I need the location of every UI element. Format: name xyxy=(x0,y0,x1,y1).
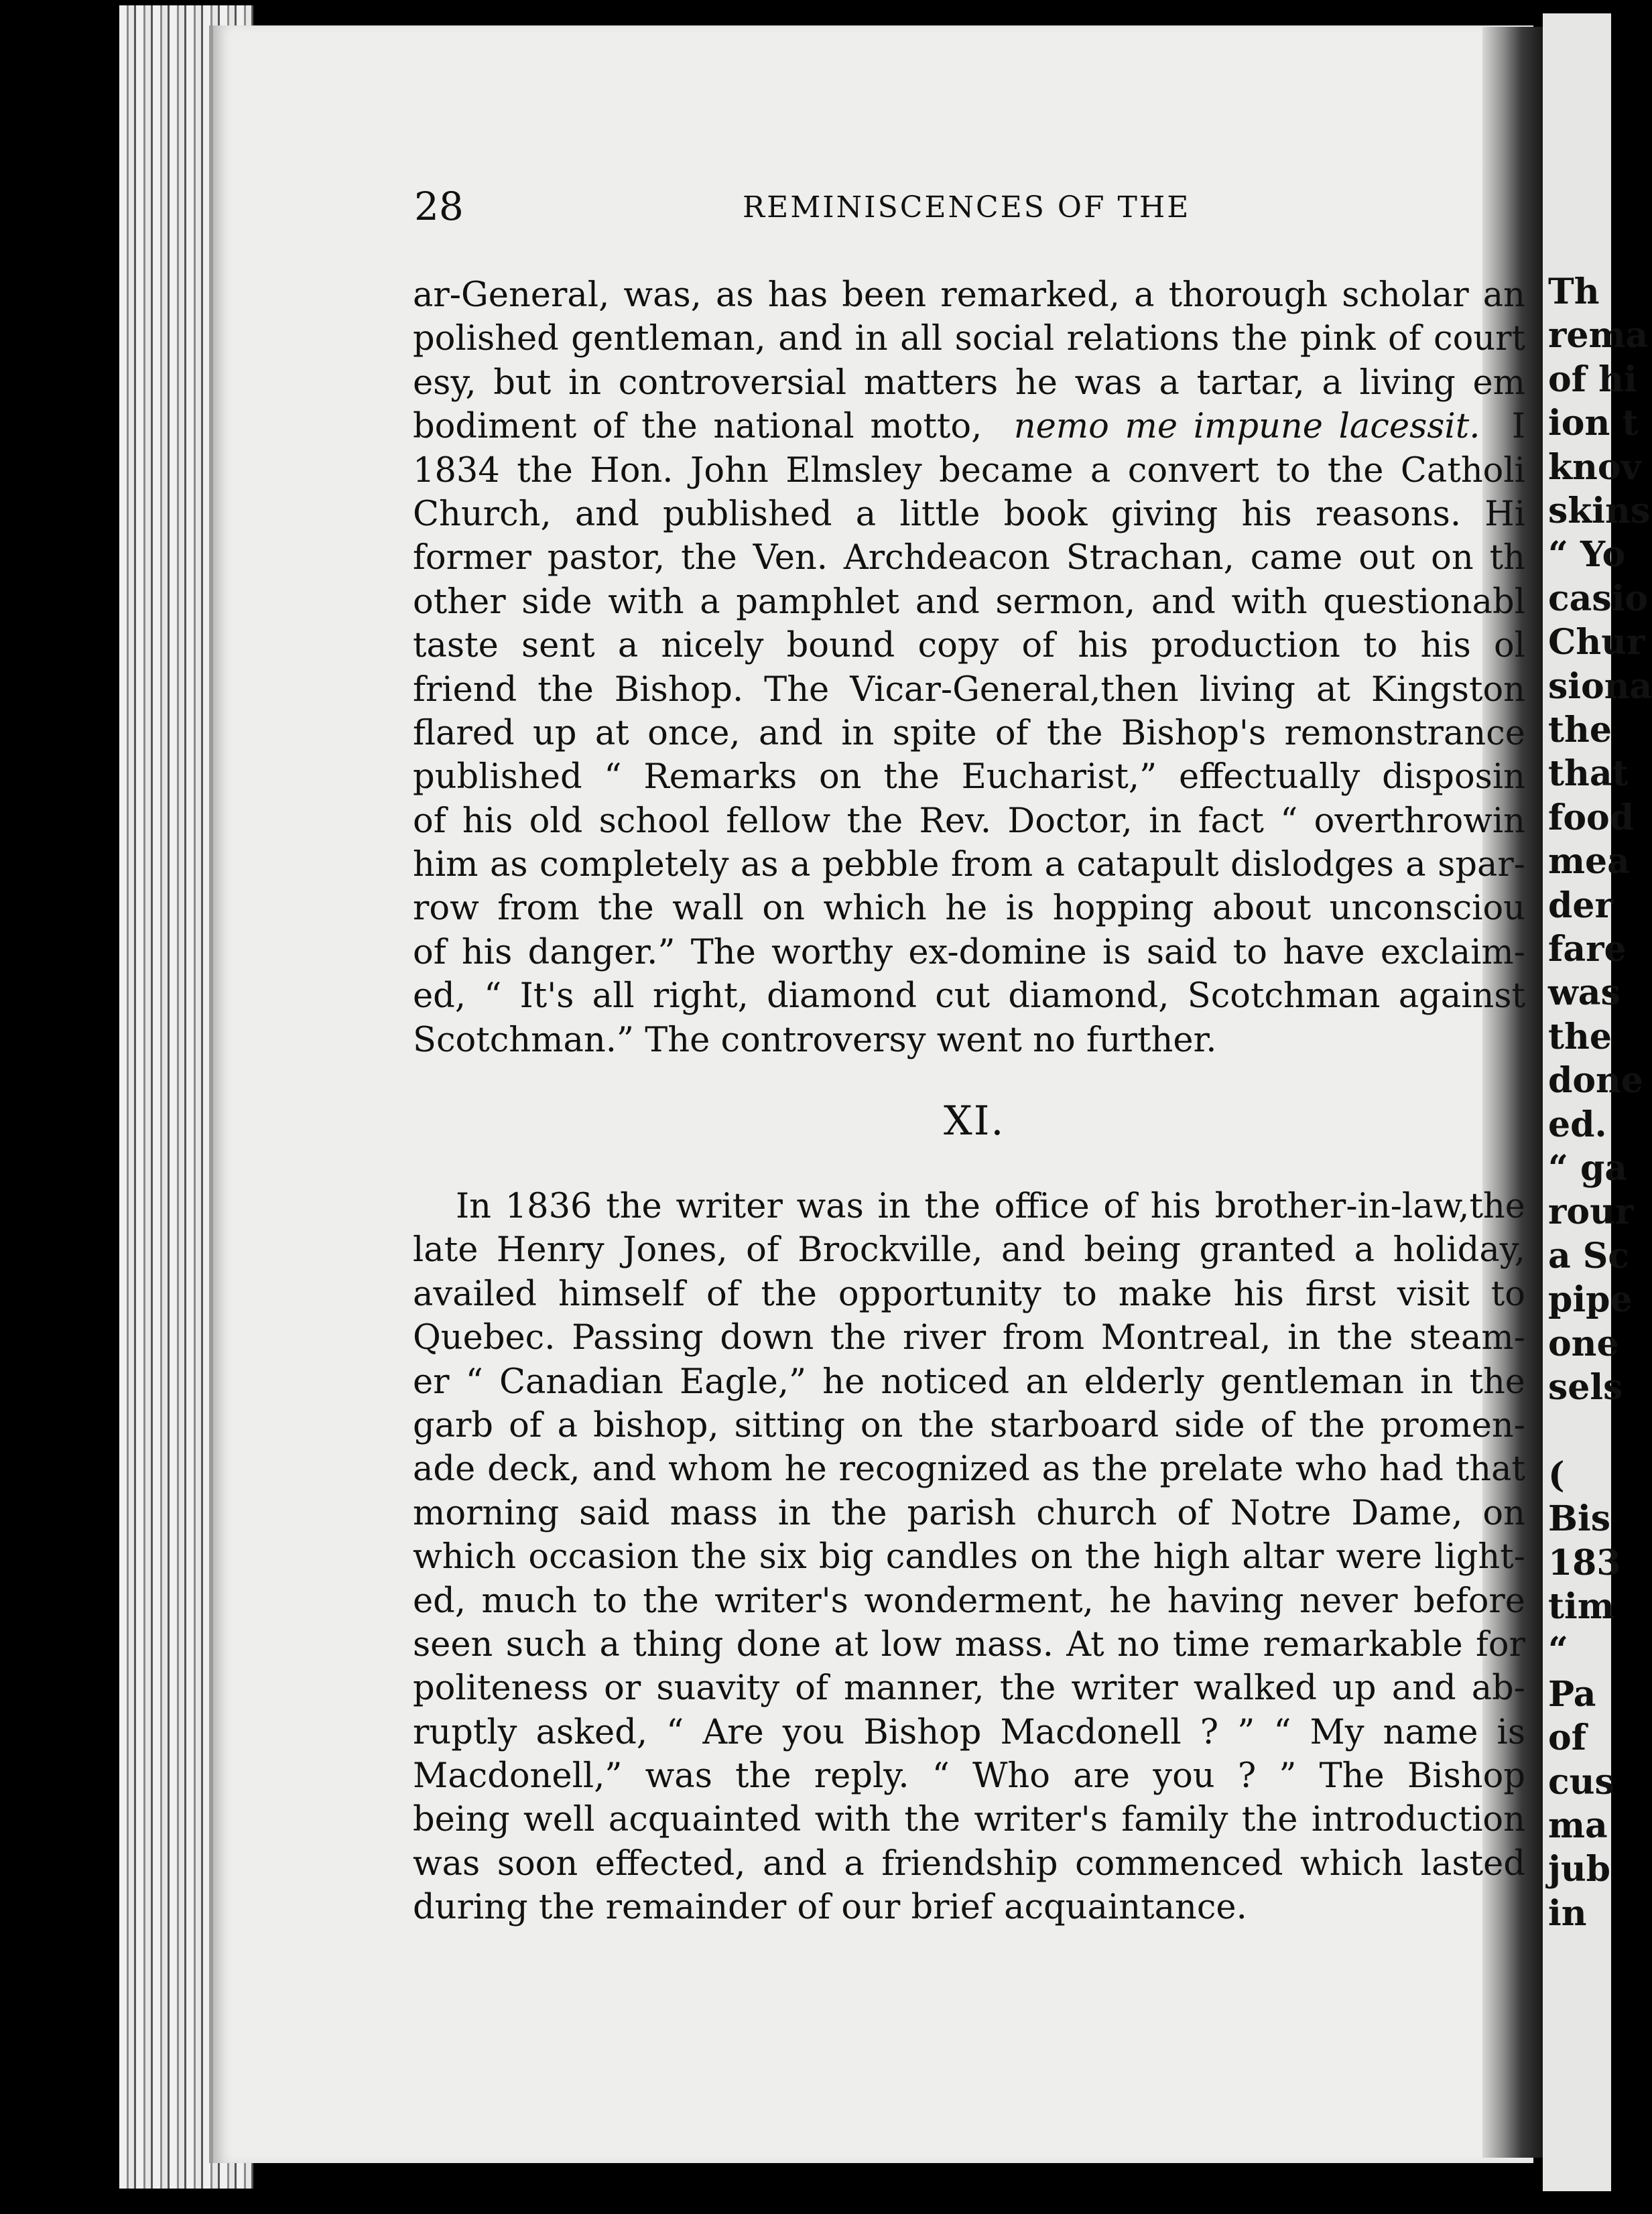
text-line: flared up at once, and in spite of the Bishop's remonstrance xyxy=(413,713,1525,753)
facing-page-line: knov xyxy=(1548,446,1641,488)
facing-page-line: casio xyxy=(1548,578,1649,619)
facing-page-line: cus xyxy=(1548,1761,1614,1803)
text-line: which occasion the six big candles on the high altar were light- xyxy=(413,1537,1525,1577)
facing-page-line: a Sc xyxy=(1548,1235,1630,1277)
facing-page-line: skins xyxy=(1548,491,1651,531)
facing-page-line: of xyxy=(1548,1717,1587,1759)
text-line: former pastor, the Ven. Archdeacon Strachan, came out on th xyxy=(413,538,1525,578)
section-heading: XI. xyxy=(944,1098,1005,1145)
text-line: being well acquainted with the writer's family the introduction xyxy=(413,1800,1525,1840)
facing-page-line: tim xyxy=(1548,1586,1614,1627)
text-line: friend the Bishop. The Vicar-General,then living at Kingston xyxy=(413,669,1525,710)
facing-page-line: the xyxy=(1548,1016,1612,1057)
facing-page-line: the xyxy=(1548,710,1612,751)
facing-page-line: jub xyxy=(1548,1849,1610,1890)
text-line: In 1836 the writer was in the office of his brother-in-law,the xyxy=(456,1187,1525,1226)
facing-page-line: ion t xyxy=(1548,403,1639,444)
text-line: published “ Remarks on the Eucharist,” effectually disposin xyxy=(413,757,1525,797)
facing-page-line: pipe xyxy=(1548,1279,1633,1321)
facing-page xyxy=(1543,13,1652,2191)
facing-page-line: ( xyxy=(1548,1454,1565,1496)
text-line: ed, “ It's all right, diamond cut diamond, Scotchman against xyxy=(413,976,1525,1017)
facing-page-line: done xyxy=(1548,1060,1643,1102)
page-header xyxy=(414,184,1527,231)
facing-page-line: mea xyxy=(1548,841,1630,883)
facing-page-line: rema xyxy=(1548,315,1649,356)
facing-page-line: ed. xyxy=(1548,1104,1607,1145)
facing-page-line: of hi xyxy=(1548,359,1637,400)
facing-page-line: ma xyxy=(1548,1805,1608,1846)
text-line: of his old school fellow the Rev. Doctor, in fact “ overthrowin xyxy=(413,801,1525,841)
facing-page-line: one xyxy=(1548,1323,1619,1364)
paragraph-2 xyxy=(413,1185,1525,1930)
facing-page-line: 183 xyxy=(1548,1542,1621,1583)
latin-motto: nemo me impune lacessit. xyxy=(1013,407,1480,447)
facing-page-line: sels xyxy=(1548,1367,1623,1408)
facing-page-line: der xyxy=(1548,885,1613,926)
facing-page-line: “ Yo xyxy=(1548,534,1626,576)
facing-page-line: rour xyxy=(1548,1191,1634,1233)
facing-page-line: that xyxy=(1548,753,1629,795)
text-line-with-motto xyxy=(413,405,1525,448)
text-line: polished gentleman, and in all social relations the pink of court xyxy=(413,319,1525,359)
text-line: other side with a pamphlet and sermon, and with questionabl xyxy=(413,582,1525,622)
text-line: er “ Canadian Eagle,” he noticed an elderly gentleman in the xyxy=(413,1362,1525,1402)
running-head: REMINISCENCES OF THE xyxy=(743,190,1191,224)
text-line: him as completely as a pebble from a catapult dislodges a spar- xyxy=(413,845,1525,885)
facing-page-line: in xyxy=(1548,1892,1587,1934)
facing-page-line: siona xyxy=(1548,665,1652,707)
text-line: Church, and published a little book giving his reasons. Hi xyxy=(413,494,1525,534)
text-line: garb of a bishop, sitting on the starboard side of the promen- xyxy=(413,1405,1525,1445)
text-line: esy, but in controversial matters he was a tartar, a living em xyxy=(413,363,1525,403)
text-line: row from the wall on which he is hopping about unconsciou xyxy=(413,889,1525,929)
text-line: Macdonell,” was the reply. “ Who are you ? ” The Bishop xyxy=(413,1756,1525,1797)
text-line: Quebec. Passing down the river from Montreal, in the steam- xyxy=(413,1318,1525,1358)
facing-page-line: “ xyxy=(1548,1630,1568,1671)
text-line: of his danger.” The worthy ex-domine is said to have exclaim- xyxy=(413,932,1525,972)
text-line: ade deck, and whom he recognized as the prelate who had that xyxy=(413,1449,1525,1490)
facing-page-line: fare xyxy=(1548,929,1627,970)
text-line: Scotchman.” The controversy went no further. xyxy=(413,1020,1217,1060)
text-line: seen such a thing done at low mass. At no time remarkable for xyxy=(413,1624,1525,1665)
text-line: ar-General, was, as has been remarked, a thorough scholar an xyxy=(413,275,1525,315)
paragraph-1 xyxy=(413,273,1525,1062)
text-line: 1834 the Hon. John Elmsley became a convert to the Catholi xyxy=(413,450,1525,491)
text-line: ed, much to the writer's wonderment, he having never before xyxy=(413,1581,1525,1621)
text-line: taste sent a nicely bound copy of his production to his ol xyxy=(413,626,1525,666)
text-line: politeness or suavity of manner, the writer walked up and ab- xyxy=(413,1669,1525,1709)
text-line: late Henry Jones, of Brockville, and being granted a holiday, xyxy=(413,1230,1525,1271)
text-line: ruptly asked, “ Are you Bishop Macdonell ? ” “ My name is xyxy=(413,1712,1525,1752)
text-line: morning said mass in the parish church of Notre Dame, on xyxy=(413,1493,1525,1533)
facing-page-line: Bis xyxy=(1548,1498,1610,1540)
text-line: during the remainder of our brief acquaintance. xyxy=(413,1888,1247,1928)
facing-page-line: was xyxy=(1548,972,1621,1014)
text-line: availed himself of the opportunity to make his first visit to xyxy=(413,1274,1525,1314)
facing-page-line: Pa xyxy=(1548,1673,1596,1715)
facing-page-line: “ ga xyxy=(1548,1148,1628,1189)
text-line-start: bodiment of the national motto, xyxy=(413,407,982,447)
text-line: was soon effected, and a friendship commenced which lasted xyxy=(413,1843,1525,1884)
page-number: 28 xyxy=(414,184,464,229)
facing-page-line: food xyxy=(1548,797,1635,838)
facing-page-line: Th xyxy=(1548,271,1600,312)
facing-page-line: Chur xyxy=(1548,622,1645,663)
text-line-end: I xyxy=(1511,407,1525,447)
